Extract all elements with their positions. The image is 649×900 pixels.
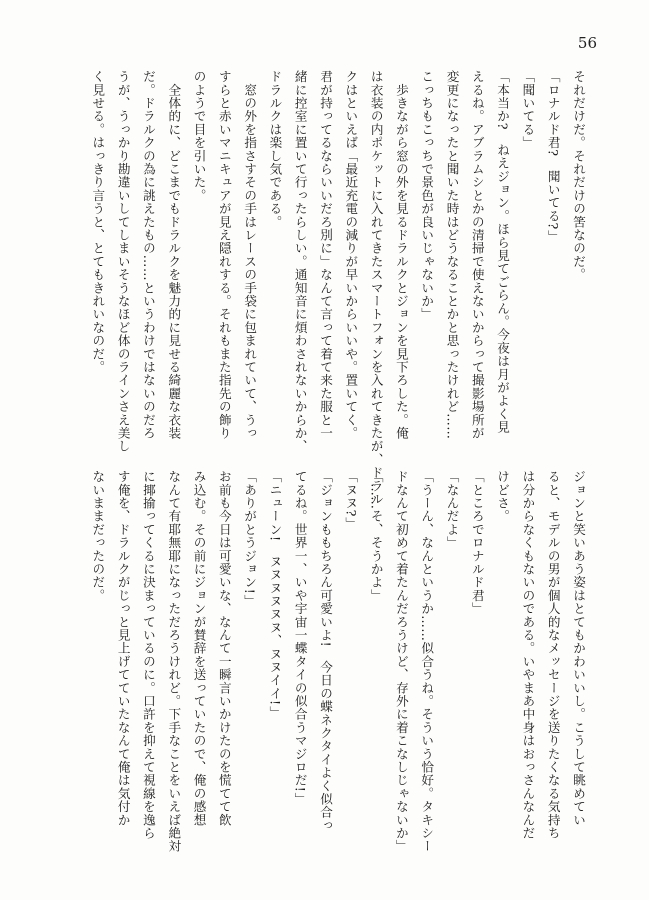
text-line: 「ニューン! ヌヌヌヌヌヌ、ヌヌイイ!」	[267, 470, 283, 719]
text-line: 変更になったと聞いた時はどうなることかと思ったけれど……	[444, 70, 460, 440]
text-line: てるね。世界一、いや宇宙一蝶タイの似合うマジロだ!」	[292, 470, 308, 806]
text-line: 「うーん、なんというか……似合うね。そういう恰好。タキシー	[419, 470, 435, 853]
text-line: 「本当か? ねえジョン。ほら見てごらん。今夜は月がよく見	[495, 70, 511, 434]
text-line: なんて有耶無耶になっただろうけれど。下手なことをいえば絶対	[166, 470, 182, 853]
text-line: ドなんて初めて着たんだろうけど、存外に着こなしじゃないか」	[393, 470, 409, 853]
text-line: み込む。その前にジョンが賛辞を送っていたので、俺の感想	[191, 470, 207, 827]
text-line: クはといえば「最近充電の減りが早いからいいや。置いてく。	[343, 70, 359, 440]
text-line: けどさ。	[495, 470, 511, 523]
text-line: 君が持ってるならいいだろ別に」なんて言って着て来た服と一	[318, 70, 334, 440]
text-line: うが、うっかり勘違いしてしまいそうなほど体のラインさえ美し	[115, 70, 131, 453]
text-line: すらと赤いマニキュアが見え隠れする。それもまた指先の飾り	[216, 70, 232, 440]
text-line: く見せる。はっきり言うと、とてもきれいなのだ。	[90, 70, 106, 374]
text-line: お前も今日は可愛いな、なんて一瞬言いかけたのを慌てて飲	[216, 470, 232, 827]
text-line: ドラルクは楽し気である。	[267, 70, 283, 229]
page-number: 56	[577, 34, 597, 52]
text-line: ないままだったのだ。	[90, 470, 106, 602]
text-line: 全体的に、どこまでもドラルクを魅力的に見せる綺麗な衣装	[166, 70, 182, 440]
text-line: 窓の外を指さすその手はレースの手袋に包まれていて、うっ	[242, 70, 258, 440]
text-line: だ。ドラルクの為に誂えたもの……というわけではないのだろ	[140, 70, 156, 440]
text-line: 「ところでロナルド君」	[469, 470, 485, 616]
text-line: 「なんだよ」	[444, 470, 460, 550]
text-line: こっちもこっちで景色が良いじゃないか」	[419, 70, 435, 321]
text-line: 「ありがとうジョン!」	[242, 470, 258, 608]
text-line: 緒に控室に置いて行ったらしい。通知音に煩わされないからか、	[292, 70, 308, 453]
text-line: 「ロナルド君? 聞いてる?」	[545, 70, 561, 244]
text-line: 「ジョンももちろん可愛いよ! 今日の蝶ネクタイよく似合っ	[318, 470, 334, 833]
text-line: は分からなくもないのである。いやまあ中身はおっさんなんだ	[520, 470, 536, 840]
text-line: 「ヌヌ?」	[343, 470, 359, 531]
text-line: 歩きながら窓の外を見るドラルクとジョンを見下ろした。俺	[393, 70, 409, 440]
text-line: 「聞いてる」	[520, 70, 536, 150]
text-line: のようで目を引いた。	[191, 70, 207, 202]
text-line: ジョンと笑いあう姿はとてもかわいいし。こうして眺めてい	[571, 470, 586, 827]
text-line: それだけだ。それだけの筈なのだ。	[571, 70, 586, 282]
text-line: に揶揄ってくるに決まっているのに。口許を抑えて視線を逸ら	[140, 470, 156, 840]
text-line: 「……そ、そうかよ」	[368, 470, 384, 602]
text-line: ると、モデルの男が個人的なメッセージを送りたくなる気持ち	[545, 470, 561, 840]
text-line: は衣装の内ポケットに入れてきたスマートフォンを入れてきたが、ドラル	[368, 70, 384, 506]
text-line: えるね。アブラムシとかの清掃で使えないからって撮影場所が	[469, 70, 485, 440]
text-line: す俺を、ドラルクがじっと見上げてていたなんて俺は気付か	[115, 470, 131, 827]
text-block-bottom	[90, 470, 591, 870]
